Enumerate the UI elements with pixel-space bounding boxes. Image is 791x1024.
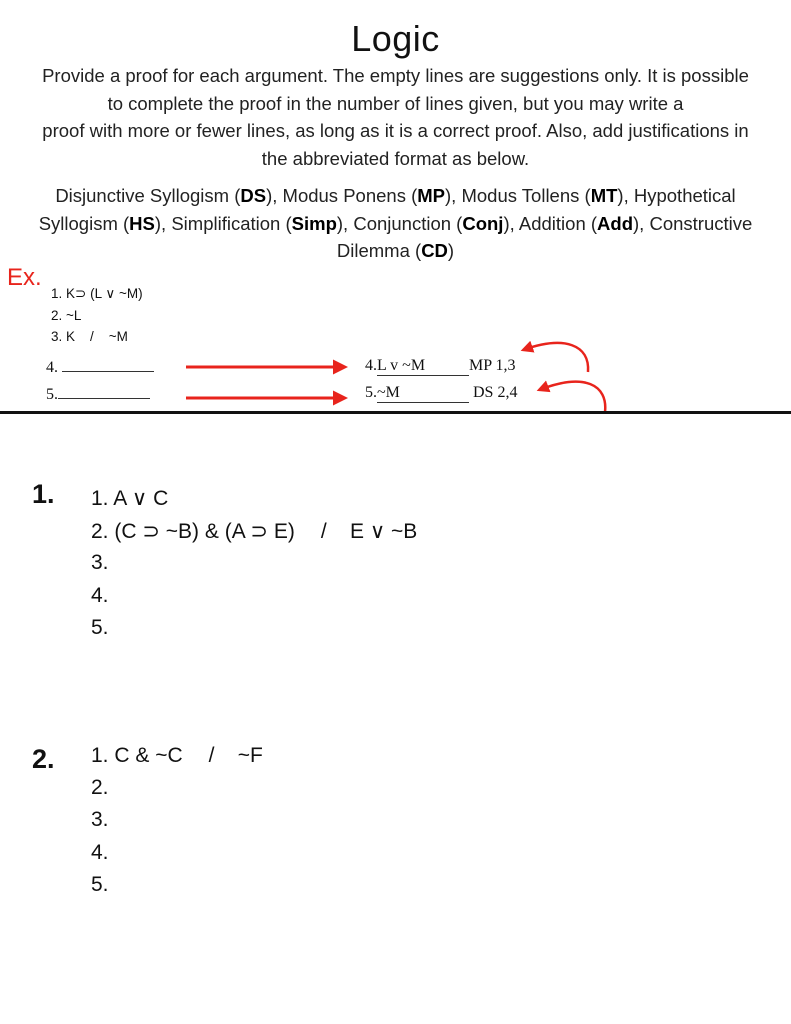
proof-line: 5. — [91, 616, 109, 639]
rule-name: Simplification — [171, 212, 281, 234]
rule-abbr: HS — [129, 212, 155, 234]
example-premise: 3. K / ~M — [51, 329, 128, 344]
instructions-line: proof with more or fewer lines, as long as it is a correct proof. Also, add justifications in — [42, 120, 749, 141]
rule-abbr: CD — [421, 240, 448, 261]
example-premise: 1. K⊃ (L ∨ ~M) — [51, 286, 143, 301]
proof-line: 4. — [91, 841, 109, 864]
example-justification: DS 2,4 — [473, 384, 518, 401]
rule-name: Conjunction — [353, 212, 452, 234]
proof-line: 2. — [91, 776, 109, 799]
proof-line — [91, 744, 263, 768]
rule-name: Disjunctive Syllogism — [55, 185, 230, 206]
instructions-line: to complete the proof in the number of lines given, but you may write a — [107, 92, 684, 114]
example-line-number: 5. — [46, 386, 58, 403]
rules-list: Disjunctive Syllogism (DS), Modus Ponens (MP), Modus Tollens (MT), Hypothetical Syllogism (HS), Simplification (Simp), Conjunction (Conj), Addition (Add), Constructive Dilemma (CD) — [38, 185, 753, 261]
page-title: Logic — [351, 18, 440, 59]
proof-premise: 1. C & ~C — [91, 744, 183, 767]
proof-conclusion: / ~F — [208, 744, 263, 767]
rule-abbr: DS — [240, 185, 267, 206]
example-arrows — [0, 0, 791, 420]
section-divider — [0, 411, 791, 414]
proof-line: 1. A ∨ C — [91, 487, 169, 510]
rule-abbr: MT — [590, 185, 618, 206]
curved-arrow-icon — [539, 382, 605, 412]
example-label: Ex. — [7, 264, 42, 291]
proof-line: 3. — [91, 808, 109, 831]
example-justification: MP 1,3 — [469, 357, 516, 374]
proof-conclusion: / E ∨ ~B — [320, 520, 418, 543]
rule-name: Modus Tollens — [461, 185, 580, 206]
proof-line: 3. — [91, 551, 109, 574]
problem-number: 2. — [32, 744, 55, 774]
rule-abbr: Conj — [462, 212, 504, 234]
proof-line — [91, 519, 417, 544]
example-formula: ~M — [377, 384, 469, 403]
rule-name: Addition — [518, 212, 586, 234]
proof-premise: 2. (C ⊃ ~B) & (A ⊃ E) — [91, 520, 295, 543]
example-premise: 2. ~L — [51, 308, 82, 323]
rule-name: Modus Ponens — [282, 185, 406, 206]
example-line-number: 4. — [365, 357, 377, 374]
rule-abbr: MP — [417, 185, 446, 206]
example-line-number: 4. — [46, 359, 58, 376]
proof-line: 5. — [91, 873, 109, 896]
example-line-number: 5. — [365, 384, 377, 401]
rule-abbr: Add — [597, 212, 634, 234]
example-formula: L v ~M — [377, 357, 469, 376]
proof-line: 4. — [91, 584, 109, 607]
rule-abbr: Simp — [291, 212, 337, 234]
curved-arrow-icon — [523, 343, 588, 372]
instructions-line: the abbreviated format as below. — [261, 147, 530, 169]
problem-number: 1. — [32, 479, 55, 509]
instructions-line: Provide a proof for each argument. The empty lines are suggestions only. It is possible — [42, 65, 749, 86]
